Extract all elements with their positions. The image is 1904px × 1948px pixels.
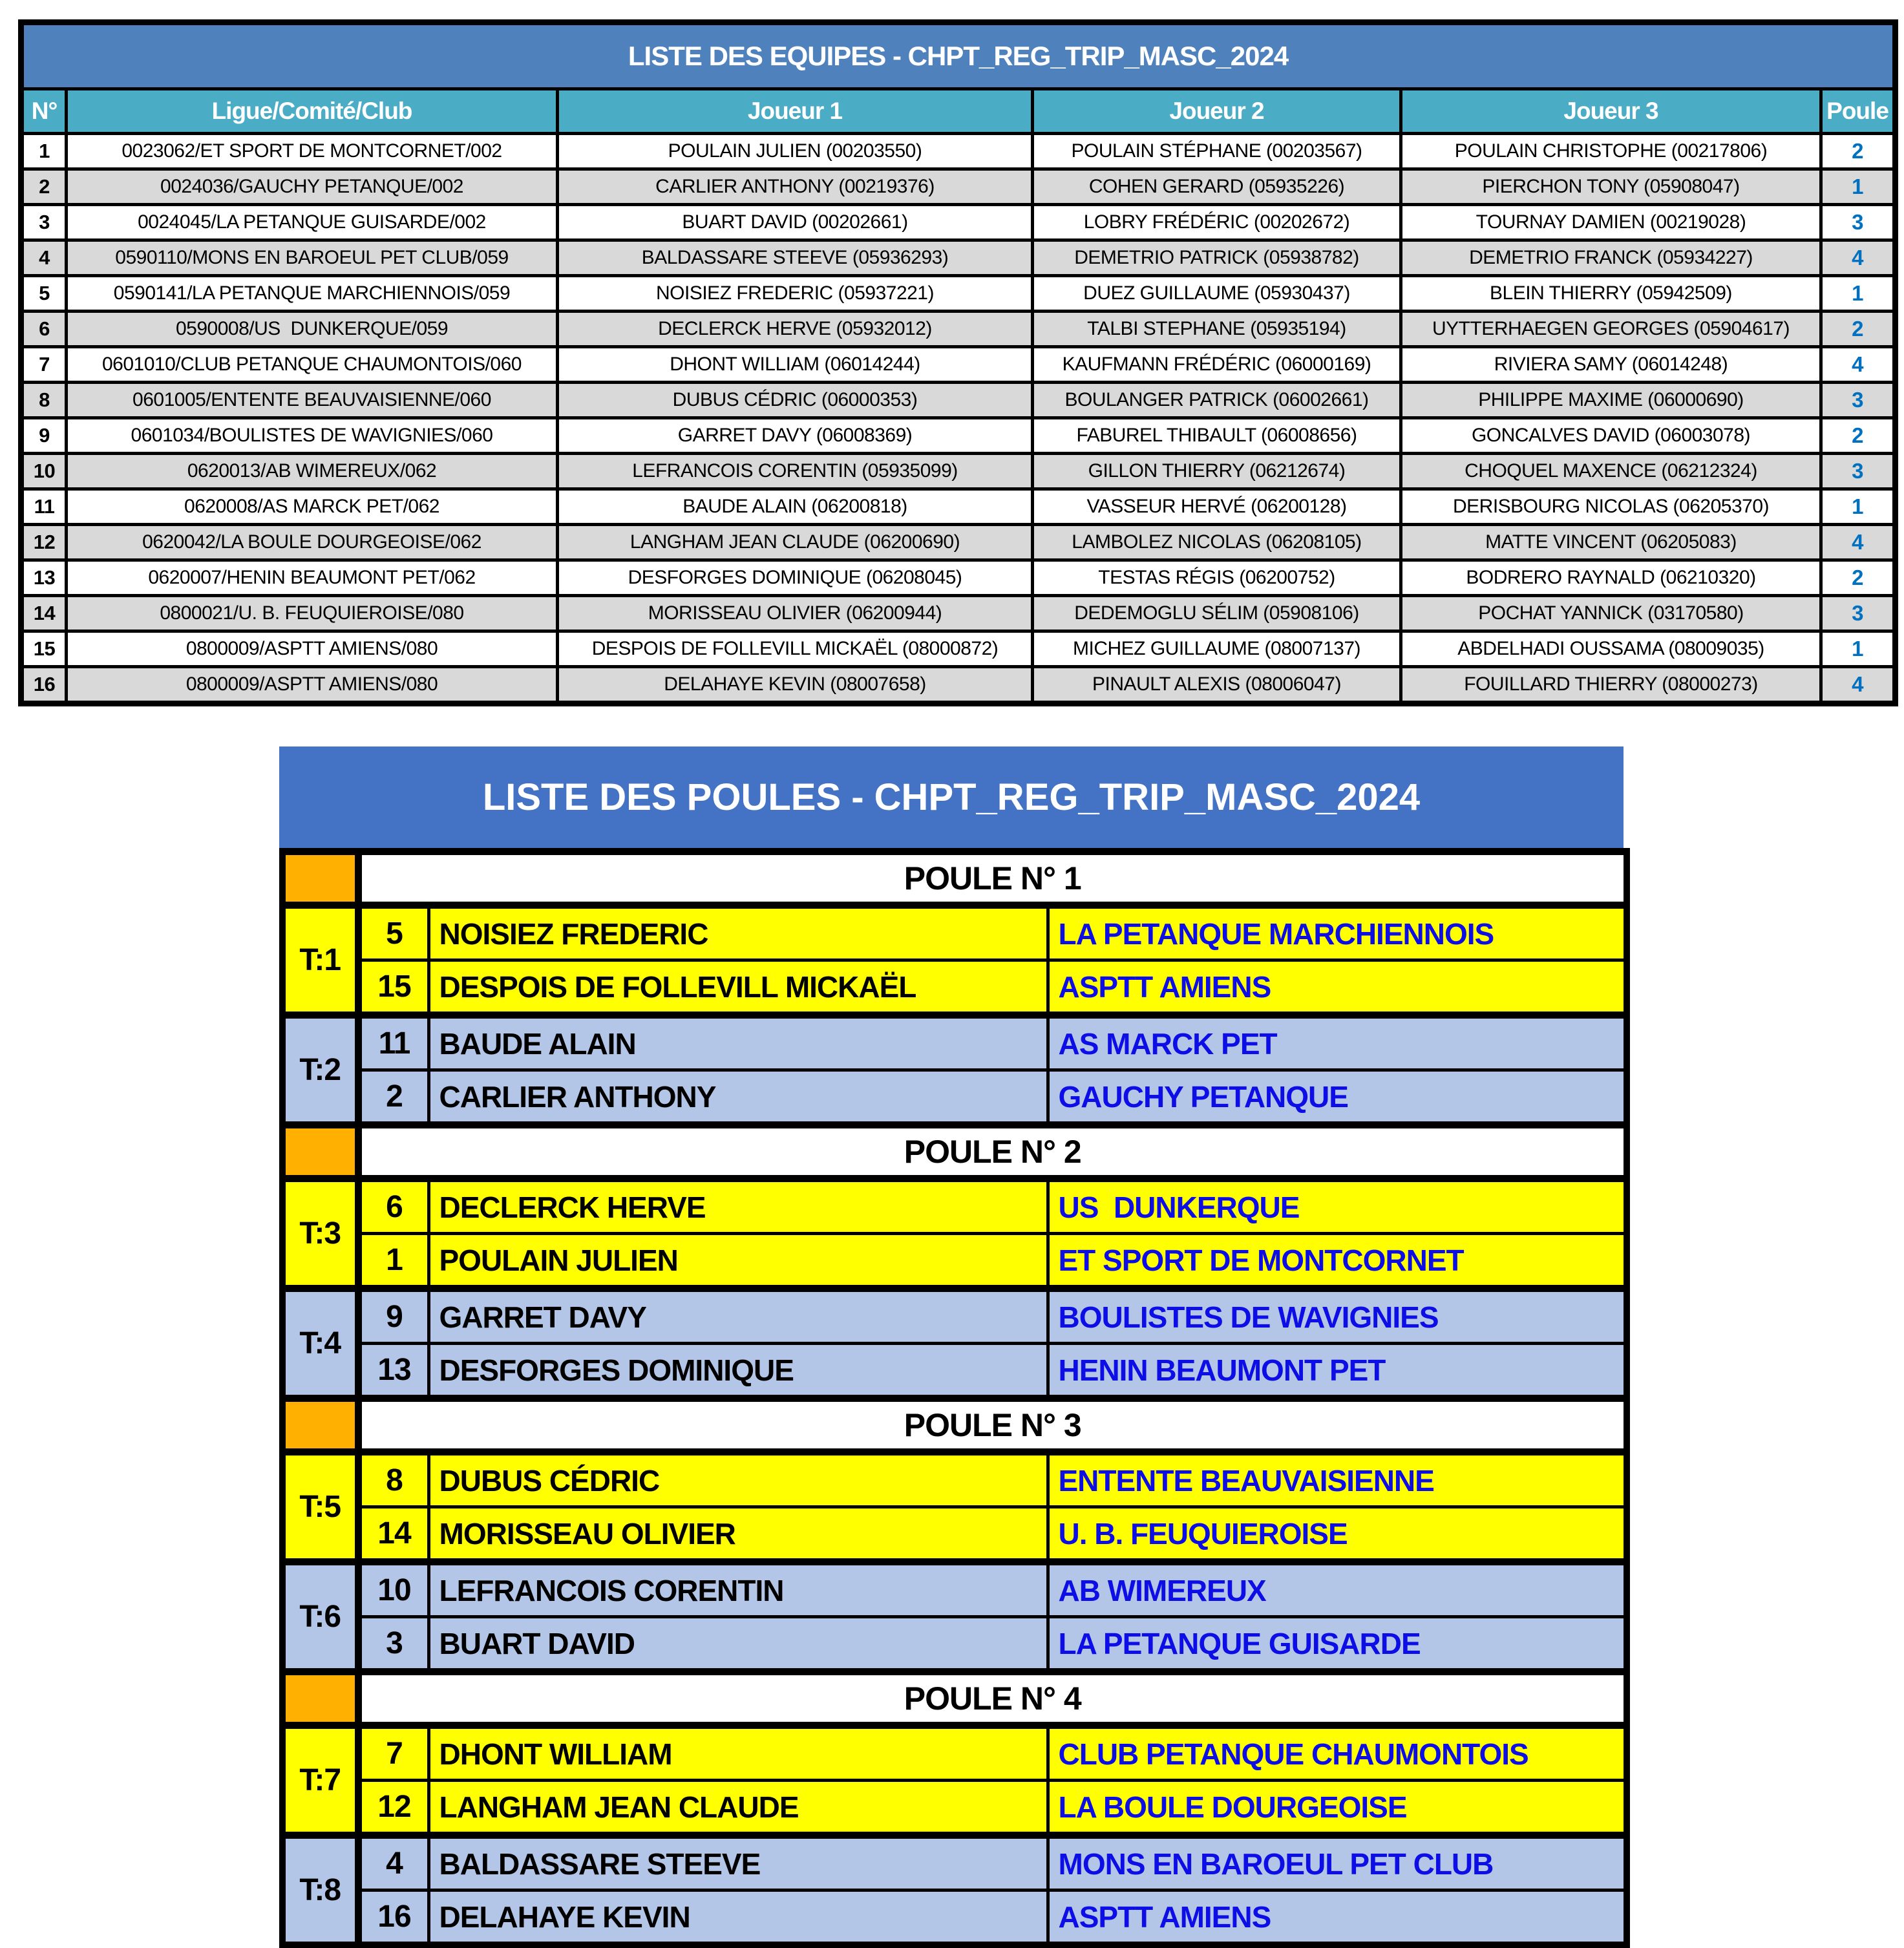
cell-joueur-1: POULAIN JULIEN (00203550): [558, 134, 1033, 169]
cell-joueur-3: PHILIPPE MAXIME (06000690): [1401, 383, 1821, 418]
entry-row: [282, 1617, 1627, 1672]
cell-team-number: 9: [21, 418, 67, 454]
cell-joueur-1: LANGHAM JEAN CLAUDE (06200690): [558, 525, 1033, 560]
cell-club: 0601010/CLUB PETANQUE CHAUMONTOIS/060: [67, 347, 558, 383]
entry-player: BUART DAVID: [428, 1617, 1048, 1672]
table-row: [21, 205, 1896, 240]
column-header: Ligue/Comité/Club: [67, 89, 558, 134]
entry-player: NOISIEZ FREDERIC: [428, 905, 1048, 960]
poule-header-row: [282, 1399, 1627, 1452]
entry-player: BALDASSARE STEEVE: [428, 1836, 1048, 1890]
cell-team-number: 4: [21, 240, 67, 276]
entry-player: LEFRANCOIS CORENTIN: [428, 1562, 1048, 1617]
team-pair-label: T:1: [282, 905, 358, 1015]
entry-number: 1: [358, 1234, 428, 1289]
cell-joueur-2: TALBI STEPHANE (05935194): [1033, 312, 1401, 347]
entry-club: LA PETANQUE MARCHIENNOIS: [1048, 905, 1627, 960]
cell-poule: 2: [1821, 134, 1896, 169]
cell-joueur-1: GARRET DAVY (06008369): [558, 418, 1033, 454]
cell-joueur-3: UYTTERHAEGEN GEORGES (05904617): [1401, 312, 1821, 347]
entry-number: 8: [358, 1452, 428, 1507]
cell-poule: 1: [1821, 631, 1896, 667]
entry-club: CLUB PETANQUE CHAUMONTOIS: [1048, 1726, 1627, 1781]
entry-number: 16: [358, 1890, 428, 1945]
cell-joueur-1: BAUDE ALAIN (06200818): [558, 489, 1033, 525]
entry-row: [282, 1562, 1627, 1617]
cell-poule: 4: [1821, 667, 1896, 704]
cell-poule: 1: [1821, 276, 1896, 312]
cell-joueur-3: ABDELHADI OUSSAMA (08009035): [1401, 631, 1821, 667]
poules-title: LISTE DES POULES - CHPT_REG_TRIP_MASC_2024: [279, 746, 1624, 848]
cell-team-number: 5: [21, 276, 67, 312]
column-header: Poule: [1821, 89, 1896, 134]
cell-club: 0601005/ENTENTE BEAUVAISIENNE/060: [67, 383, 558, 418]
cell-club: 0023062/ET SPORT DE MONTCORNET/002: [67, 134, 558, 169]
column-header: N°: [21, 89, 67, 134]
cell-poule: 1: [1821, 169, 1896, 205]
table-row: [21, 312, 1896, 347]
cell-poule: 3: [1821, 596, 1896, 631]
cell-joueur-2: DUEZ GUILLAUME (05930437): [1033, 276, 1401, 312]
cell-team-number: 8: [21, 383, 67, 418]
cell-joueur-3: POULAIN CHRISTOPHE (00217806): [1401, 134, 1821, 169]
entry-club: BOULISTES DE WAVIGNIES: [1048, 1289, 1627, 1344]
team-pair-label: T:7: [282, 1726, 358, 1836]
table-row: [21, 169, 1896, 205]
cell-joueur-2: DEMETRIO PATRICK (05938782): [1033, 240, 1401, 276]
team-pair-label: T:5: [282, 1452, 358, 1562]
cell-club: 0800021/U. B. FEUQUIEROISE/080: [67, 596, 558, 631]
poule-label: POULE N° 3: [358, 1399, 1627, 1452]
cell-joueur-2: KAUFMANN FRÉDÉRIC (06000169): [1033, 347, 1401, 383]
entry-player: DESFORGES DOMINIQUE: [428, 1344, 1048, 1399]
entry-number: 9: [358, 1289, 428, 1344]
table-row: [21, 418, 1896, 454]
entry-club: ASPTT AMIENS: [1048, 1890, 1627, 1945]
column-header: Joueur 3: [1401, 89, 1821, 134]
entry-row: [282, 1015, 1627, 1070]
cell-club: 0024036/GAUCHY PETANQUE/002: [67, 169, 558, 205]
cell-joueur-2: COHEN GERARD (05935226): [1033, 169, 1401, 205]
cell-joueur-2: TESTAS RÉGIS (06200752): [1033, 560, 1401, 596]
cell-club: 0590008/US DUNKERQUE/059: [67, 312, 558, 347]
cell-poule: 4: [1821, 347, 1896, 383]
entry-club: ENTENTE BEAUVAISIENNE: [1048, 1452, 1627, 1507]
cell-joueur-2: BOULANGER PATRICK (06002661): [1033, 383, 1401, 418]
table-row: [21, 240, 1896, 276]
entry-club: LA BOULE DOURGEOISE: [1048, 1781, 1627, 1836]
cell-joueur-3: POCHAT YANNICK (03170580): [1401, 596, 1821, 631]
cell-joueur-3: FOUILLARD THIERRY (08000273): [1401, 667, 1821, 704]
entry-player: GARRET DAVY: [428, 1289, 1048, 1344]
entry-number: 14: [358, 1507, 428, 1562]
cell-joueur-2: LOBRY FRÉDÉRIC (00202672): [1033, 205, 1401, 240]
cell-joueur-1: DECLERCK HERVE (05932012): [558, 312, 1033, 347]
poule-header-row: [282, 1125, 1627, 1179]
team-pair-label: T:3: [282, 1179, 358, 1289]
cell-joueur-3: RIVIERA SAMY (06014248): [1401, 347, 1821, 383]
poule-header-row: [282, 1672, 1627, 1726]
cell-joueur-1: DHONT WILLIAM (06014244): [558, 347, 1033, 383]
cell-club: 0620042/LA BOULE DOURGEOISE/062: [67, 525, 558, 560]
cell-joueur-2: DEDEMOGLU SÉLIM (05908106): [1033, 596, 1401, 631]
cell-joueur-1: DUBUS CÉDRIC (06000353): [558, 383, 1033, 418]
entry-number: 10: [358, 1562, 428, 1617]
entry-row: [282, 1070, 1627, 1125]
entry-number: 13: [358, 1344, 428, 1399]
cell-team-number: 7: [21, 347, 67, 383]
entry-club: US DUNKERQUE: [1048, 1179, 1627, 1234]
table-row: [21, 489, 1896, 525]
cell-club: 0800009/ASPTT AMIENS/080: [67, 667, 558, 704]
entry-row: [282, 1289, 1627, 1344]
entry-player: DECLERCK HERVE: [428, 1179, 1048, 1234]
cell-club: 0620013/AB WIMEREUX/062: [67, 454, 558, 489]
table-row: [21, 383, 1896, 418]
cell-poule: 3: [1821, 454, 1896, 489]
cell-team-number: 12: [21, 525, 67, 560]
cell-poule: 1: [1821, 489, 1896, 525]
entry-row: [282, 1452, 1627, 1507]
cell-team-number: 13: [21, 560, 67, 596]
cell-team-number: 11: [21, 489, 67, 525]
cell-club: 0590141/LA PETANQUE MARCHIENNOIS/059: [67, 276, 558, 312]
entry-club: ASPTT AMIENS: [1048, 960, 1627, 1015]
table-row: [21, 631, 1896, 667]
entry-row: [282, 1234, 1627, 1289]
entry-player: CARLIER ANTHONY: [428, 1070, 1048, 1125]
entry-club: ET SPORT DE MONTCORNET: [1048, 1234, 1627, 1289]
cell-joueur-1: BALDASSARE STEEVE (05936293): [558, 240, 1033, 276]
cell-joueur-3: PIERCHON TONY (05908047): [1401, 169, 1821, 205]
entry-row: [282, 1507, 1627, 1562]
cell-joueur-1: CARLIER ANTHONY (00219376): [558, 169, 1033, 205]
cell-poule: 3: [1821, 205, 1896, 240]
cell-joueur-1: LEFRANCOIS CORENTIN (05935099): [558, 454, 1033, 489]
column-header: Joueur 2: [1033, 89, 1401, 134]
entry-number: 2: [358, 1070, 428, 1125]
entry-row: [282, 960, 1627, 1015]
equipes-header-row: [21, 89, 1896, 134]
cell-joueur-1: MORISSEAU OLIVIER (06200944): [558, 596, 1033, 631]
table-row: [21, 525, 1896, 560]
entry-player: DHONT WILLIAM: [428, 1726, 1048, 1781]
cell-poule: 2: [1821, 560, 1896, 596]
team-pair-label: T:6: [282, 1562, 358, 1672]
orange-spacer-cell: [282, 852, 358, 905]
entry-number: 11: [358, 1015, 428, 1070]
entry-player: DESPOIS DE FOLLEVILL MICKAËL: [428, 960, 1048, 1015]
poule-label: POULE N° 2: [358, 1125, 1627, 1179]
cell-team-number: 3: [21, 205, 67, 240]
entry-club: U. B. FEUQUIEROISE: [1048, 1507, 1627, 1562]
cell-joueur-3: TOURNAY DAMIEN (00219028): [1401, 205, 1821, 240]
cell-joueur-3: DEMETRIO FRANCK (05934227): [1401, 240, 1821, 276]
poule-header-row: [282, 852, 1627, 905]
entry-club: AS MARCK PET: [1048, 1015, 1627, 1070]
entry-number: 15: [358, 960, 428, 1015]
cell-team-number: 10: [21, 454, 67, 489]
cell-joueur-2: GILLON THIERRY (06212674): [1033, 454, 1401, 489]
entry-number: 4: [358, 1836, 428, 1890]
column-header: Joueur 1: [558, 89, 1033, 134]
cell-joueur-1: DESPOIS DE FOLLEVILL MICKAËL (08000872): [558, 631, 1033, 667]
table-row: [21, 134, 1896, 169]
entry-number: 12: [358, 1781, 428, 1836]
cell-club: 0601034/BOULISTES DE WAVIGNIES/060: [67, 418, 558, 454]
team-pair-label: T:2: [282, 1015, 358, 1125]
cell-club: 0620008/AS MARCK PET/062: [67, 489, 558, 525]
cell-team-number: 14: [21, 596, 67, 631]
entry-player: MORISSEAU OLIVIER: [428, 1507, 1048, 1562]
orange-spacer-cell: [282, 1399, 358, 1452]
cell-team-number: 16: [21, 667, 67, 704]
cell-team-number: 1: [21, 134, 67, 169]
entry-club: HENIN BEAUMONT PET: [1048, 1344, 1627, 1399]
cell-club: 0620007/HENIN BEAUMONT PET/062: [67, 560, 558, 596]
poules-table: [279, 848, 1624, 1948]
table-row: [21, 276, 1896, 312]
cell-joueur-2: LAMBOLEZ NICOLAS (06208105): [1033, 525, 1401, 560]
entry-row: [282, 1179, 1627, 1234]
poule-label: POULE N° 4: [358, 1672, 1627, 1726]
cell-team-number: 15: [21, 631, 67, 667]
cell-joueur-1: NOISIEZ FREDERIC (05937221): [558, 276, 1033, 312]
cell-team-number: 2: [21, 169, 67, 205]
orange-spacer-cell: [282, 1125, 358, 1179]
entry-number: 5: [358, 905, 428, 960]
entry-number: 6: [358, 1179, 428, 1234]
cell-joueur-2: PINAULT ALEXIS (08006047): [1033, 667, 1401, 704]
cell-poule: 3: [1821, 383, 1896, 418]
cell-joueur-3: MATTE VINCENT (06205083): [1401, 525, 1821, 560]
team-pair-label: T:4: [282, 1289, 358, 1399]
entry-club: LA PETANQUE GUISARDE: [1048, 1617, 1627, 1672]
equipes-title-row: [21, 23, 1896, 89]
entry-player: BAUDE ALAIN: [428, 1015, 1048, 1070]
entry-player: DELAHAYE KEVIN: [428, 1890, 1048, 1945]
table-row: [21, 454, 1896, 489]
cell-joueur-3: BODRERO RAYNALD (06210320): [1401, 560, 1821, 596]
entry-row: [282, 1781, 1627, 1836]
cell-joueur-3: CHOQUEL MAXENCE (06212324): [1401, 454, 1821, 489]
entry-number: 3: [358, 1617, 428, 1672]
entry-club: AB WIMEREUX: [1048, 1562, 1627, 1617]
orange-spacer-cell: [282, 1672, 358, 1726]
cell-poule: 2: [1821, 312, 1896, 347]
entry-club: GAUCHY PETANQUE: [1048, 1070, 1627, 1125]
entry-row: [282, 1344, 1627, 1399]
entry-player: DUBUS CÉDRIC: [428, 1452, 1048, 1507]
cell-poule: 2: [1821, 418, 1896, 454]
team-pair-label: T:8: [282, 1836, 358, 1945]
equipes-table: [18, 19, 1892, 706]
cell-club: 0590110/MONS EN BAROEUL PET CLUB/059: [67, 240, 558, 276]
table-row: [21, 596, 1896, 631]
entry-row: [282, 1726, 1627, 1781]
entry-player: LANGHAM JEAN CLAUDE: [428, 1781, 1048, 1836]
cell-joueur-2: POULAIN STÉPHANE (00203567): [1033, 134, 1401, 169]
entry-number: 7: [358, 1726, 428, 1781]
cell-poule: 4: [1821, 525, 1896, 560]
entry-row: [282, 905, 1627, 960]
cell-joueur-2: MICHEZ GUILLAUME (08007137): [1033, 631, 1401, 667]
cell-club: 0800009/ASPTT AMIENS/080: [67, 631, 558, 667]
table-row: [21, 560, 1896, 596]
table-row: [21, 347, 1896, 383]
equipes-title: LISTE DES EQUIPES - CHPT_REG_TRIP_MASC_2024: [21, 23, 1896, 89]
entry-row: [282, 1890, 1627, 1945]
entry-player: POULAIN JULIEN: [428, 1234, 1048, 1289]
cell-joueur-2: VASSEUR HERVÉ (06200128): [1033, 489, 1401, 525]
entry-row: [282, 1836, 1627, 1890]
cell-joueur-1: BUART DAVID (00202661): [558, 205, 1033, 240]
cell-joueur-1: DESFORGES DOMINIQUE (06208045): [558, 560, 1033, 596]
cell-club: 0024045/LA PETANQUE GUISARDE/002: [67, 205, 558, 240]
table-row: [21, 667, 1896, 704]
cell-joueur-1: DELAHAYE KEVIN (08007658): [558, 667, 1033, 704]
cell-team-number: 6: [21, 312, 67, 347]
cell-joueur-3: BLEIN THIERRY (05942509): [1401, 276, 1821, 312]
poule-label: POULE N° 1: [358, 852, 1627, 905]
cell-poule: 4: [1821, 240, 1896, 276]
entry-club: MONS EN BAROEUL PET CLUB: [1048, 1836, 1627, 1890]
cell-joueur-3: DERISBOURG NICOLAS (06205370): [1401, 489, 1821, 525]
cell-joueur-3: GONCALVES DAVID (06003078): [1401, 418, 1821, 454]
cell-joueur-2: FABUREL THIBAULT (06008656): [1033, 418, 1401, 454]
